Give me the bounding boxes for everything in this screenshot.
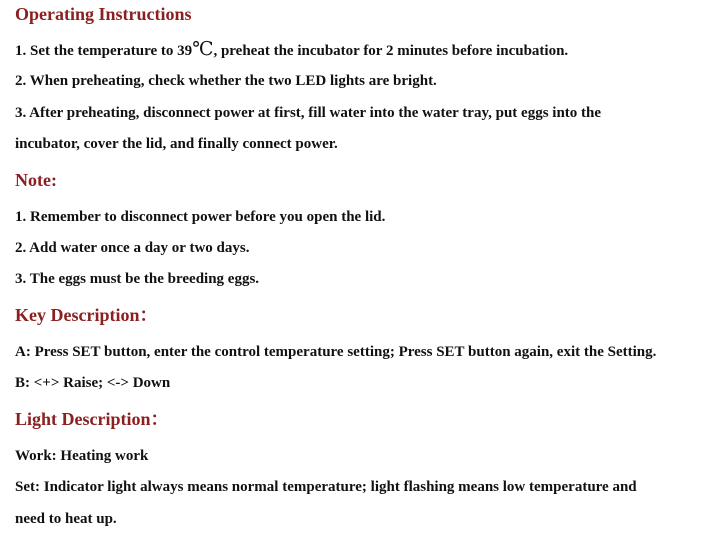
light-work-description: Work: Heating work xyxy=(15,448,149,464)
key-description-heading: Key Description： xyxy=(15,305,158,325)
operating-step-1 xyxy=(15,40,568,61)
operating-step-3-line-1: 3. After preheating, disconnect power at first, fill water into the water tray, put eggs into the xyxy=(15,105,602,121)
note-heading: Note: xyxy=(15,170,57,190)
note-item-2: 2. Add water once a day or two days. xyxy=(15,240,250,256)
note-item-3: 3. The eggs must be the breeding eggs. xyxy=(15,271,260,287)
note-item-1: 1. Remember to disconnect power before you open the lid. xyxy=(15,209,386,225)
operating-step-2: 2. When preheating, check whether the two LED lights are bright. xyxy=(15,73,437,89)
operating-instructions-heading: Operating Instructions xyxy=(15,4,192,24)
key-b-description: B: <+> Raise; <-> Down xyxy=(15,375,171,391)
light-set-description-line-1: Set: Indicator light always means normal temperature; light flashing means low temperature and xyxy=(15,479,637,495)
operating-step-3-line-2: incubator, cover the lid, and finally connect power. xyxy=(15,136,338,152)
operating-step-1-rest: , preheat the incubator for 2 minutes before incubation. xyxy=(213,43,569,59)
operating-step-1-text: 1. Set the temperature to 39 xyxy=(15,43,193,59)
light-description-heading: Light Description： xyxy=(15,409,169,429)
light-set-description-line-2: need to heat up. xyxy=(15,511,117,527)
celsius-unit: ℃ xyxy=(192,39,214,60)
key-a-description: A: Press SET button, enter the control temperature setting; Press SET button again, exit the Setting. xyxy=(15,344,657,360)
